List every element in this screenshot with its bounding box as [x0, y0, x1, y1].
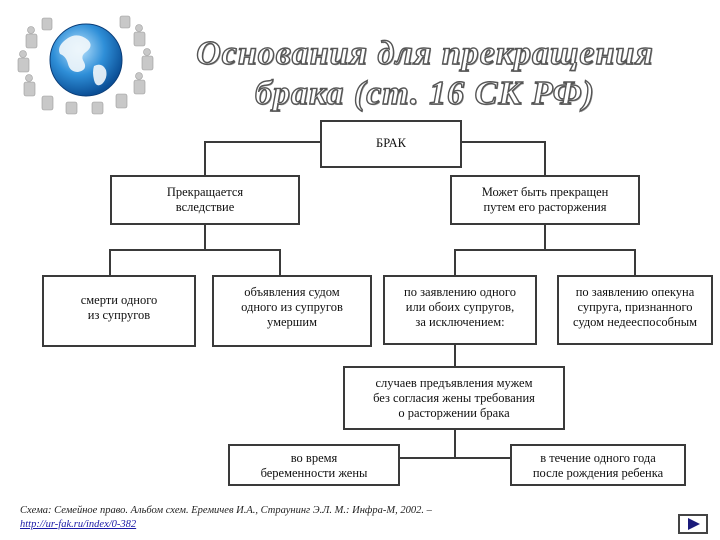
source-link[interactable]: http://ur-fak.ru/index/0-382 [20, 519, 137, 530]
source-caption [20, 504, 580, 532]
leaf-box-declared-dead: объявления судом одного из супругов умершим [212, 275, 372, 347]
root-box-marriage: БРАК [320, 120, 462, 168]
exception-box-pregnancy: во время беременности жены [228, 444, 400, 486]
exception-box-first-year: в течение одного года после рождения ребенка [510, 444, 686, 486]
leaf-box-spouse-request: по заявлению одного или обоих супругов, за исключением: [383, 275, 537, 345]
branch-box-terminated-due-to: Прекращается вследствие [110, 175, 300, 225]
source-caption-text: Схема: Семейное право. Альбом схем. Еремичев И.А., Страунинг Э.Л. М.: Инфра-М, 2002. – [20, 505, 432, 516]
leaf-box-guardian-request: по заявлению опекуна супруга, признанного судом недееспособным [557, 275, 713, 345]
next-slide-button[interactable] [678, 514, 708, 534]
title-line-1: Основания для прекращения [196, 35, 654, 72]
branch-box-dissolution: Может быть прекращен путем его расторжения [450, 175, 640, 225]
leaf-box-death: смерти одного из супругов [42, 275, 196, 347]
exception-box: случаев предъявления мужем без согласия жены требования о расторжении брака [343, 366, 565, 430]
next-arrow-icon [680, 516, 706, 532]
title-line-2: брака (ст. 16 СК РФ) [255, 75, 595, 112]
